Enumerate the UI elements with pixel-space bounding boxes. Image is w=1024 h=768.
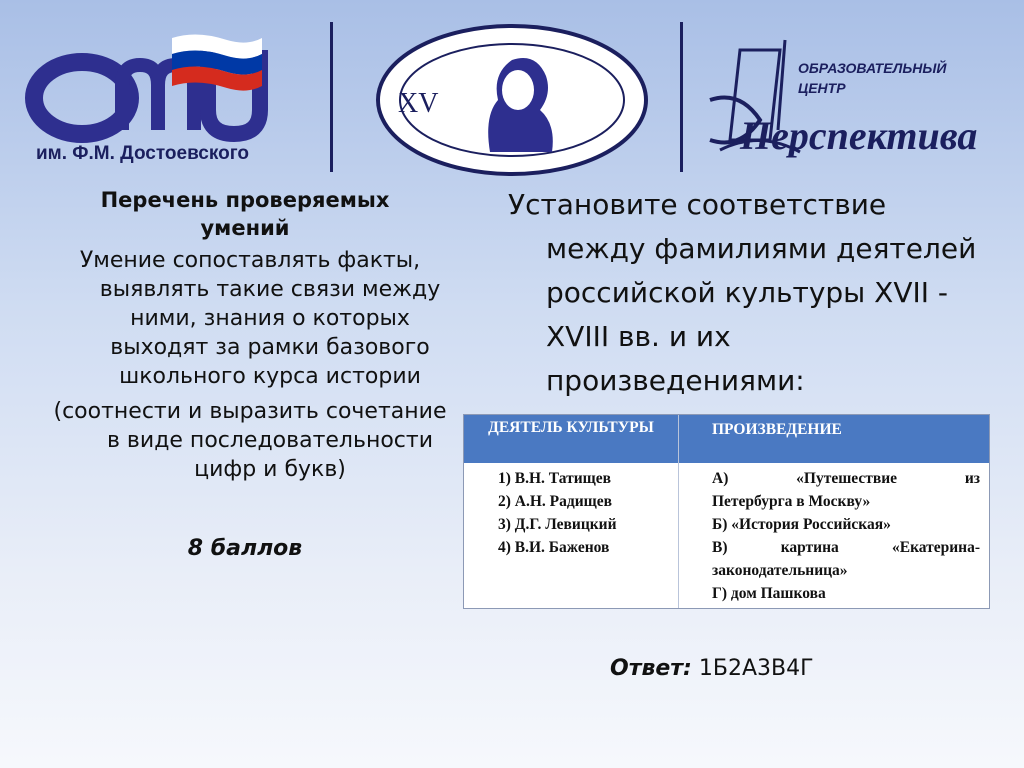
- header-work: ПРОИЗВЕДЕНИЕ: [712, 421, 842, 438]
- left-column: [40, 186, 450, 563]
- list-item: А) «Путешествие из: [712, 470, 980, 487]
- list-item: В) картина «Екатерина-: [712, 539, 980, 556]
- perspektiva-line1: ОБРАЗОВАТЕЛЬНЫЙ: [798, 60, 947, 76]
- skill-description: Умение сопоставлять факты, выявлять такие связи между ними, знания о которых выходят за рамки базового школьного курса истории: [79, 248, 441, 389]
- answer: [610, 656, 814, 681]
- points-value: 8 баллов: [187, 536, 303, 561]
- list-item: 2) А.Н. Радищев: [498, 493, 612, 510]
- answer-value: 1Б2А3В4Г: [698, 656, 814, 681]
- perspektiva-line2: ЦЕНТР: [798, 80, 846, 96]
- perspektiva-name: Перспектива: [740, 113, 978, 158]
- matching-table: [463, 414, 990, 609]
- list-item: законодательница»: [712, 562, 848, 579]
- task-line1: Установите соответствие между: [508, 188, 887, 265]
- list-item: Б) «История Российская»: [712, 516, 891, 533]
- omgu-caption: им. Ф.М. Достоевского: [36, 143, 249, 164]
- tournament-emblem: [372, 20, 652, 180]
- task-text: [508, 183, 978, 403]
- header-divider: [680, 22, 683, 172]
- list-item: 3) Д.Г. Левицкий: [498, 516, 617, 533]
- answer-label: Ответ:: [610, 656, 692, 681]
- figures-list: [498, 467, 617, 559]
- header-divider: [330, 22, 333, 172]
- emblem-numeral: XV: [398, 88, 439, 119]
- list-item: 1) В.Н. Татищев: [498, 470, 611, 487]
- skill-note: (соотнести и выразить сочетание в виде последовательности цифр и букв): [53, 399, 447, 482]
- list-item: 4) В.И. Баженов: [498, 539, 610, 556]
- perspektiva-caption: [798, 58, 946, 98]
- task-rest: фамилиями деятелей российской культуры XVII - XVIII вв. и их произведениями:: [546, 232, 977, 397]
- works-list: [712, 467, 980, 605]
- table-header: [464, 415, 989, 465]
- list-item: Петербурга в Москву»: [712, 493, 871, 510]
- header-figure: ДЕЯТЕЛЬ КУЛЬТУРЫ: [488, 419, 654, 436]
- column-separator: [678, 415, 679, 608]
- list-item: Г) дом Пашкова: [712, 585, 826, 602]
- skills-title: Перечень проверяемых умений: [100, 188, 390, 240]
